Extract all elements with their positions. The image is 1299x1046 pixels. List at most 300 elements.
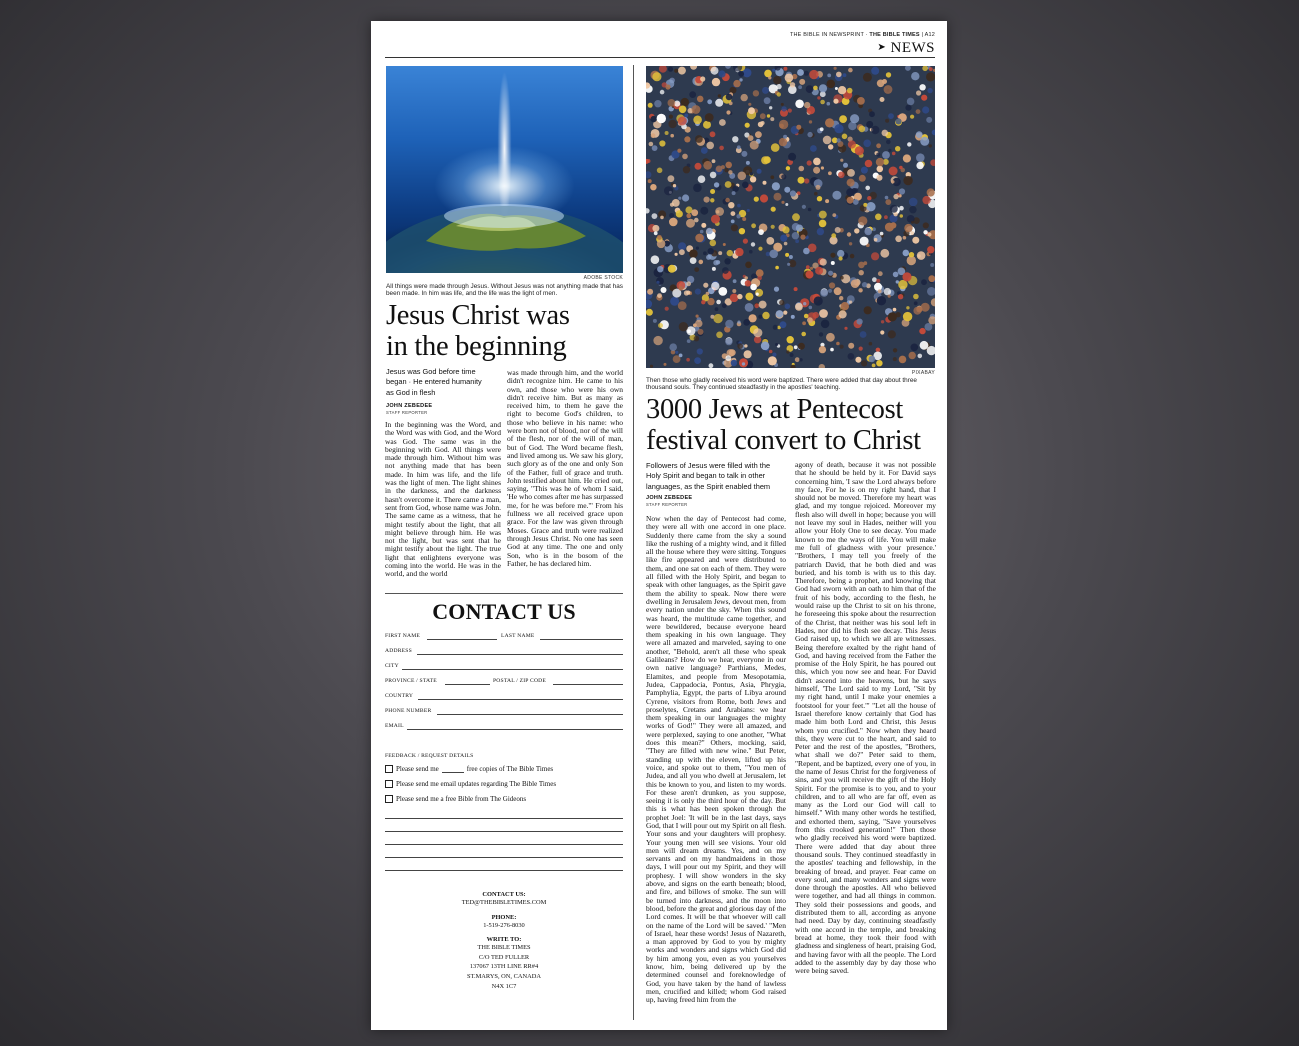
crowd-dot (781, 174, 786, 179)
section-name: NEWS (890, 40, 935, 56)
crowd-dot (932, 130, 935, 136)
crowd-dot (927, 246, 934, 253)
crowd-dot (691, 209, 698, 216)
crowd-dot (660, 90, 665, 95)
crowd-dot (820, 289, 828, 297)
crowd-dot (890, 205, 898, 213)
crowd-dot (823, 136, 832, 145)
checkbox-icon[interactable] (385, 795, 393, 803)
crowd-dot (907, 142, 911, 146)
crowd-dot (903, 312, 912, 321)
option-email-updates[interactable] (385, 780, 556, 788)
crowd-dot (679, 249, 685, 255)
crowd-dot (673, 184, 676, 187)
crowd-dot (728, 202, 734, 208)
contact-rule (385, 593, 623, 594)
crowd-dot (731, 224, 738, 231)
crowd-dot (821, 166, 824, 169)
crowd-dot (843, 73, 847, 77)
crowd-dot (798, 177, 805, 184)
crowd-dot (795, 239, 799, 243)
crowd-dot (769, 350, 773, 354)
crowd-dot (869, 111, 875, 117)
crowd-dot (865, 160, 873, 168)
crowd-dot (689, 249, 698, 258)
city-label: CITY (385, 663, 399, 669)
crowd-dot (919, 84, 925, 90)
crowd-dot (791, 315, 795, 319)
crowd-dot (928, 275, 935, 282)
feedback-line[interactable] (385, 818, 623, 819)
address-line: N4X 1C7 (491, 982, 517, 990)
crowd-dot (731, 360, 738, 367)
crowd-dot (919, 328, 925, 334)
crowd-dot (893, 348, 897, 352)
crowd-dot (651, 133, 656, 138)
crowd-dot (769, 106, 772, 109)
crowd-dot (878, 271, 883, 276)
crowd-dot (918, 354, 923, 359)
country-label: COUNTRY (385, 693, 414, 699)
crowd-dot (718, 287, 727, 296)
crowd-dot (711, 215, 720, 224)
crowd-dot (764, 156, 771, 163)
crowd-dot (863, 140, 871, 148)
crowd-dot (874, 238, 878, 242)
crowd-dot (769, 250, 778, 259)
crowd-dot (882, 151, 890, 159)
crowd-dot (907, 98, 915, 106)
crowd-dot (692, 105, 701, 114)
crowd-dot (681, 98, 689, 106)
crowd-dot (869, 342, 873, 346)
byline-role: STAFF REPORTER (386, 410, 428, 415)
crowd-dot (855, 146, 864, 155)
crowd-dot (904, 224, 912, 232)
crowd-dot (698, 175, 706, 183)
crowd-dot (715, 307, 719, 311)
feedback-line[interactable] (385, 857, 623, 858)
crowd-dot (844, 327, 847, 330)
crowd-dot (651, 255, 660, 264)
crowd-dot (716, 166, 723, 173)
story-deck: Jesus was God before time began · He entered humanity as God in flesh (386, 367, 482, 397)
crowd-dot (834, 287, 842, 295)
crowd-dot (820, 100, 825, 105)
crowd-dot (836, 342, 840, 346)
crowd-dot (750, 172, 753, 175)
crowd-dot (796, 125, 801, 130)
crowd-dot (909, 206, 916, 213)
crowd-dot (880, 330, 884, 334)
crowd-illustration (646, 66, 935, 368)
crowd-dot (888, 149, 891, 152)
crowd-dot (841, 302, 849, 310)
crowd-dot (758, 247, 762, 251)
crowd-dot (664, 363, 667, 366)
crowd-dot (788, 109, 792, 113)
crowd-dot (876, 153, 880, 157)
crowd-dot (807, 132, 812, 137)
crowd-dot (886, 72, 891, 77)
crowd-dot (834, 124, 843, 133)
crowd-dot (847, 232, 851, 236)
crowd-dot (874, 283, 882, 291)
crowd-dot (657, 266, 663, 272)
crowd-dot (842, 134, 848, 140)
crowd-dot (819, 84, 827, 92)
crowd-dot (728, 170, 732, 174)
crowd-dot (657, 235, 662, 240)
crowd-dot (880, 97, 885, 102)
address-line: 137067 13TH LINE RR#4 (469, 963, 539, 971)
crowd-dot (669, 343, 677, 351)
crowd-dot (665, 307, 669, 311)
crowd-dot (652, 72, 661, 81)
country-field[interactable] (418, 699, 623, 700)
write-heading: WRITE TO: (486, 936, 522, 944)
crowd-dot (885, 196, 889, 200)
crowd-dot (893, 194, 898, 199)
crowd-dot (888, 113, 894, 119)
crowd-dot (698, 329, 704, 335)
crowd-dot (790, 353, 794, 357)
crowd-dot (926, 72, 935, 81)
crowd-dot (748, 103, 751, 106)
crowd-dot (781, 103, 784, 106)
crowd-dot (711, 282, 719, 290)
crowd-dot (840, 159, 843, 162)
crowd-dot (819, 220, 827, 228)
crowd-dot (696, 315, 699, 318)
crowd-dot (737, 321, 740, 324)
earth-photo (386, 66, 623, 273)
crowd-dot (804, 102, 810, 108)
crowd-dot (646, 309, 653, 316)
crowd-dot (859, 175, 866, 182)
crowd-dot (701, 300, 705, 304)
crowd-dot (706, 255, 711, 260)
crowd-dot (727, 250, 733, 256)
crowd-dot (658, 323, 663, 328)
contact-email[interactable]: TED@THEBIBLETIMES.COM (461, 899, 547, 906)
crowd-dot (880, 232, 884, 236)
crowd-dot (916, 131, 923, 138)
crowd-dot (804, 314, 809, 319)
phone-field[interactable] (437, 714, 623, 715)
crowd-dot (669, 115, 673, 119)
crowd-dot (686, 281, 691, 286)
crowd-dot (911, 72, 919, 80)
crowd-dot (768, 76, 771, 79)
crowd-dot (916, 306, 922, 312)
crowd-dot (830, 348, 834, 352)
crowd-dot (886, 140, 891, 145)
crowd-dot (652, 225, 659, 232)
crowd-dot (737, 204, 741, 208)
crowd-dot (808, 208, 812, 212)
crowd-dot (899, 206, 904, 211)
crowd-dot (884, 215, 888, 219)
crowd-dot (775, 266, 779, 270)
email-label: EMAIL (385, 723, 404, 729)
crowd-dot (835, 87, 838, 90)
crowd-dot (786, 166, 790, 170)
crowd-dot (732, 191, 736, 195)
crowd-dot (776, 310, 783, 317)
crowd-dot (910, 115, 914, 119)
crowd-dot (799, 166, 805, 172)
crowd-dot (872, 364, 876, 368)
crowd-dot (877, 175, 883, 181)
crowd-dot (700, 230, 704, 234)
crowd-dot (774, 287, 779, 292)
crowd-dot (749, 250, 753, 254)
crowd-dot (834, 67, 837, 70)
feedback-label: FEEDBACK / REQUEST DETAILS (385, 753, 474, 759)
crowd-dot (810, 267, 813, 270)
crowd-dot (848, 343, 854, 349)
crowd-dot (828, 289, 832, 293)
crowd-dot (694, 336, 700, 342)
crowd-dot (835, 227, 841, 233)
crowd-dot (840, 345, 844, 349)
crowd-dot (836, 72, 842, 78)
headline-line: in the beginning (386, 331, 567, 362)
crowd-dot (760, 194, 768, 202)
first-name-field[interactable] (427, 639, 497, 640)
crowd-dot (847, 197, 854, 204)
crowd-dot (893, 357, 897, 361)
column-rule (633, 65, 634, 1020)
crowd-dot (798, 343, 805, 350)
crowd-dot (876, 158, 884, 166)
crowd-dot (859, 270, 864, 275)
crowd-dot (922, 196, 930, 204)
crowd-dot (837, 250, 844, 257)
crowd-dot (677, 149, 681, 153)
crowd-dot (712, 159, 716, 163)
crowd-dot (694, 357, 701, 364)
crowd-dot (664, 186, 673, 195)
crowd-dot (882, 130, 889, 137)
crowd-dot (758, 229, 764, 235)
crowd-dot (832, 191, 841, 200)
crowd-dot (771, 143, 780, 152)
crowd-dot (724, 168, 728, 172)
crowd-dot (905, 66, 911, 71)
article-column: In the beginning was the Word, and the Word was with God, and the Word was God. The same was in the beginning with God. All things were made through him. Without him was not anything made that has been made. In him was life, and the life was the light of men. The light shines in the darkness, and the darkness hasn't overcome it. There came a man, sent from God, whose name was John. The same came as a witness, that he might testify about the light, that all might believe through him. He was not the light, but was sent that he might testify about the light. The true light that enlightens everyone was coming into the world. He was in the world, and the world (385, 421, 501, 579)
country-row (385, 693, 623, 703)
email-field[interactable] (407, 729, 623, 730)
crowd-dot (725, 338, 732, 345)
last-name-field[interactable] (540, 639, 623, 640)
crowd-dot (706, 142, 714, 150)
crowd-dot (855, 357, 861, 363)
crowd-dot (679, 354, 683, 358)
crowd-dot (861, 167, 868, 174)
crowd-dot (813, 86, 818, 91)
crowd-photo (646, 66, 935, 368)
crowd-dot (646, 171, 651, 178)
crowd-dot (796, 225, 803, 232)
crowd-dot (722, 303, 727, 308)
crowd-dot (653, 319, 657, 323)
crowd-dot (850, 254, 855, 259)
option-free-copies[interactable] (385, 765, 553, 773)
crowd-dot (790, 190, 796, 196)
crowd-dot (678, 301, 687, 310)
checkbox-icon[interactable] (385, 780, 393, 788)
crowd-dot (885, 199, 891, 205)
crowd-dot (725, 181, 732, 188)
headline-line: Jesus Christ was (386, 300, 570, 331)
crowd-dot (929, 144, 932, 147)
crowd-dot (792, 232, 799, 239)
crowd-dot (929, 67, 933, 71)
section-label (877, 40, 935, 57)
crowd-dot (682, 194, 689, 201)
crowd-dot (819, 332, 823, 336)
byline: JOHN ZEBEDEE (646, 495, 693, 501)
crowd-dot (725, 162, 732, 169)
crowd-dot (827, 102, 831, 106)
crowd-dot (895, 236, 902, 243)
checkbox-icon[interactable] (385, 765, 393, 773)
crowd-dot (826, 333, 835, 342)
crowd-dot (670, 297, 679, 306)
crowd-dot (827, 74, 831, 78)
crowd-dot (806, 85, 814, 93)
crowd-dot (768, 356, 777, 365)
crowd-dot (679, 106, 687, 114)
crowd-dot (771, 225, 775, 229)
crowd-dot (889, 167, 898, 176)
crowd-dot (831, 233, 836, 238)
crowd-dot (923, 222, 929, 228)
option-free-bible[interactable] (385, 795, 526, 803)
feedback-line[interactable] (385, 844, 623, 845)
crowd-dot (678, 197, 681, 200)
province-field[interactable] (445, 684, 490, 685)
crowd-dot (916, 162, 923, 169)
crowd-dot (683, 166, 690, 173)
crowd-dot (750, 284, 757, 291)
crowd-dot (863, 203, 867, 207)
crowd-dot (839, 296, 843, 300)
crowd-dot (687, 339, 691, 343)
crowd-dot (661, 287, 667, 293)
crowd-dot (668, 99, 676, 107)
crowd-dot (744, 350, 752, 358)
crowd-dot (780, 321, 787, 328)
crowd-dot (871, 252, 879, 260)
crowd-dot (713, 260, 718, 265)
crowd-dot (716, 300, 721, 305)
crowd-dot (803, 302, 806, 305)
crowd-dot (839, 310, 847, 318)
crowd-dot (726, 110, 730, 114)
crowd-dot (763, 181, 767, 185)
crowd-dot (725, 355, 731, 361)
crowd-dot (770, 117, 774, 121)
crowd-dot (888, 330, 896, 338)
crowd-dot (779, 300, 784, 305)
crowd-dot (767, 114, 770, 117)
crowd-dot (650, 184, 656, 190)
crowd-dot (880, 249, 889, 258)
crowd-dot (819, 364, 825, 368)
crowd-dot (716, 332, 723, 339)
city-field[interactable] (402, 669, 623, 670)
crowd-dot (772, 69, 775, 72)
crowd-dot (760, 113, 766, 119)
crowd-dot (762, 312, 769, 319)
crowd-dot (693, 323, 697, 327)
crowd-dot (725, 66, 731, 69)
crowd-dot (878, 289, 882, 293)
crowd-dot (705, 113, 714, 122)
crowd-dot (748, 135, 754, 141)
crowd-dot (781, 106, 786, 111)
crowd-dot (764, 97, 771, 104)
crowd-dot (914, 301, 918, 305)
feedback-line[interactable] (385, 870, 623, 871)
crowd-dot (686, 213, 691, 218)
crowd-dot (732, 185, 739, 192)
crowd-dot (733, 80, 740, 87)
crowd-dot (693, 116, 702, 125)
crowd-dot (775, 343, 778, 346)
crowd-dot (809, 306, 813, 310)
crowd-dot (684, 136, 690, 142)
crowd-dot (871, 67, 879, 75)
crowd-dot (654, 100, 661, 107)
crowd-dot (713, 314, 722, 323)
copies-field[interactable] (442, 766, 464, 773)
crowd-dot (730, 294, 739, 303)
crowd-dot (839, 115, 847, 123)
crowd-dot (830, 253, 835, 258)
crowd-dot (710, 131, 716, 137)
crowd-dot (858, 216, 867, 225)
crowd-dot (657, 240, 666, 249)
crowd-dot (647, 159, 651, 163)
crowd-dot (659, 66, 667, 73)
photo-caption: Then those who gladly received his word were baptized. There were added that day about three thousand souls. They continued steadfastly in the apostles' teaching. (646, 377, 917, 392)
crowd-dot (802, 205, 806, 209)
crowd-dot (675, 253, 678, 256)
crowd-dot (745, 303, 754, 312)
crowd-dot (753, 328, 762, 337)
crowd-dot (860, 331, 867, 338)
crowd-dot (715, 99, 723, 107)
folio-text: THE BIBLE IN NEWSPRINT · (789, 32, 868, 38)
option-text: Please send me a free Bible from The Gideons (396, 795, 527, 803)
crowd-dot (761, 121, 765, 125)
crowd-dot (725, 320, 733, 328)
postal-field[interactable] (553, 684, 623, 685)
feedback-line[interactable] (385, 831, 623, 832)
crowd-dot (669, 218, 678, 227)
crowd-dot (758, 315, 762, 319)
crowd-dot (679, 322, 688, 331)
crowd-dot (891, 180, 894, 183)
crowd-dot (817, 96, 820, 99)
crowd-dot (795, 100, 804, 109)
crowd-dot (804, 71, 809, 76)
address-field[interactable] (417, 654, 623, 655)
